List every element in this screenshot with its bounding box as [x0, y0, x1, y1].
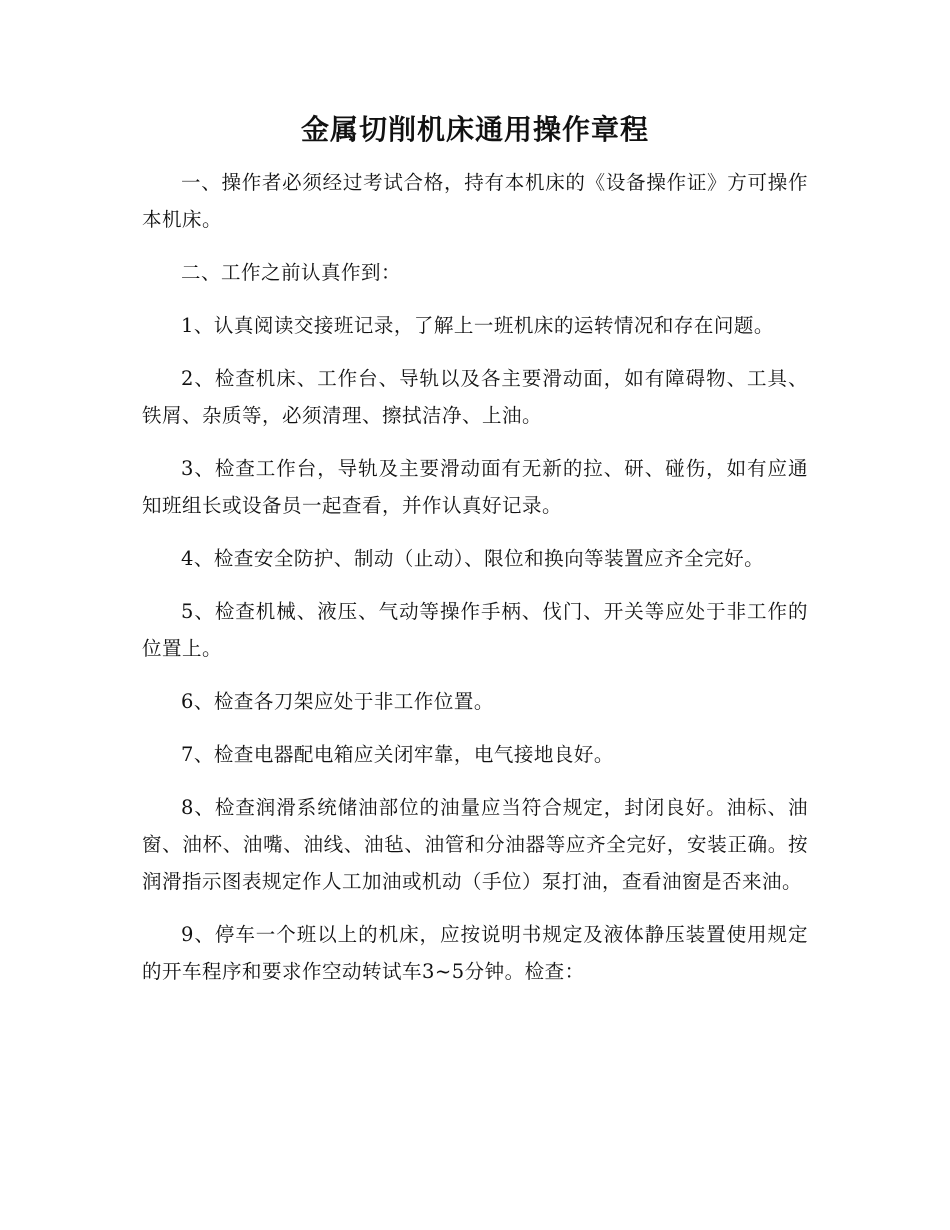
paragraph-5: 3、检查工作台，导轨及主要滑动面有无新的拉、研、碰伤，如有应通知班组长或设备员一起查看，并作认真好记录。 — [142, 457, 808, 517]
paragraph-4: 2、检查机床、工作台、导轨以及各主要滑动面，如有障碍物、工具、铁屑、杂质等，必须清理、擦拭洁净、上油。 — [142, 367, 808, 427]
paragraph-7: 5、检查机械、液压、气动等操作手柄、伐门、开关等应处于非工作的位置上。 — [142, 600, 808, 660]
paragraph-1: 一、操作者必须经过考试合格，持有本机床的《设备操作证》方可操作本机床。 — [142, 171, 808, 231]
paragraph-6: 4、检查安全防护、制动（止动）、限位和换向等装置应齐全完好。 — [181, 547, 765, 570]
document-title: 金属切削机床通用操作章程 — [300, 113, 649, 146]
paragraph-2: 二、工作之前认真作到： — [181, 261, 402, 284]
paragraph-10: 8、检查润滑系统储油部位的油量应当符合规定，封闭良好。油标、油窗、油杯、油嘴、油线、油毡、油管和分油器等应齐全完好，安装正确。按润滑指示图表规定作人工加油或机动（手位）泵打油，查看油窗是否来油。 — [142, 796, 808, 893]
paragraph-3: 1、认真阅读交接班记录，了解上一班机床的运转情况和存在问题。 — [181, 314, 774, 337]
paragraph-11: 9、停车一个班以上的机床，应按说明书规定及液体静压装置使用规定的开车程序和要求作空动转试车3~5分钟。检查： — [142, 923, 808, 983]
paragraph-8: 6、检查各刀架应处于非工作位置。 — [181, 690, 494, 713]
paragraph-9: 7、检查电器配电箱应关闭牢靠，电气接地良好。 — [181, 743, 614, 766]
document-page — [142, 108, 808, 1006]
